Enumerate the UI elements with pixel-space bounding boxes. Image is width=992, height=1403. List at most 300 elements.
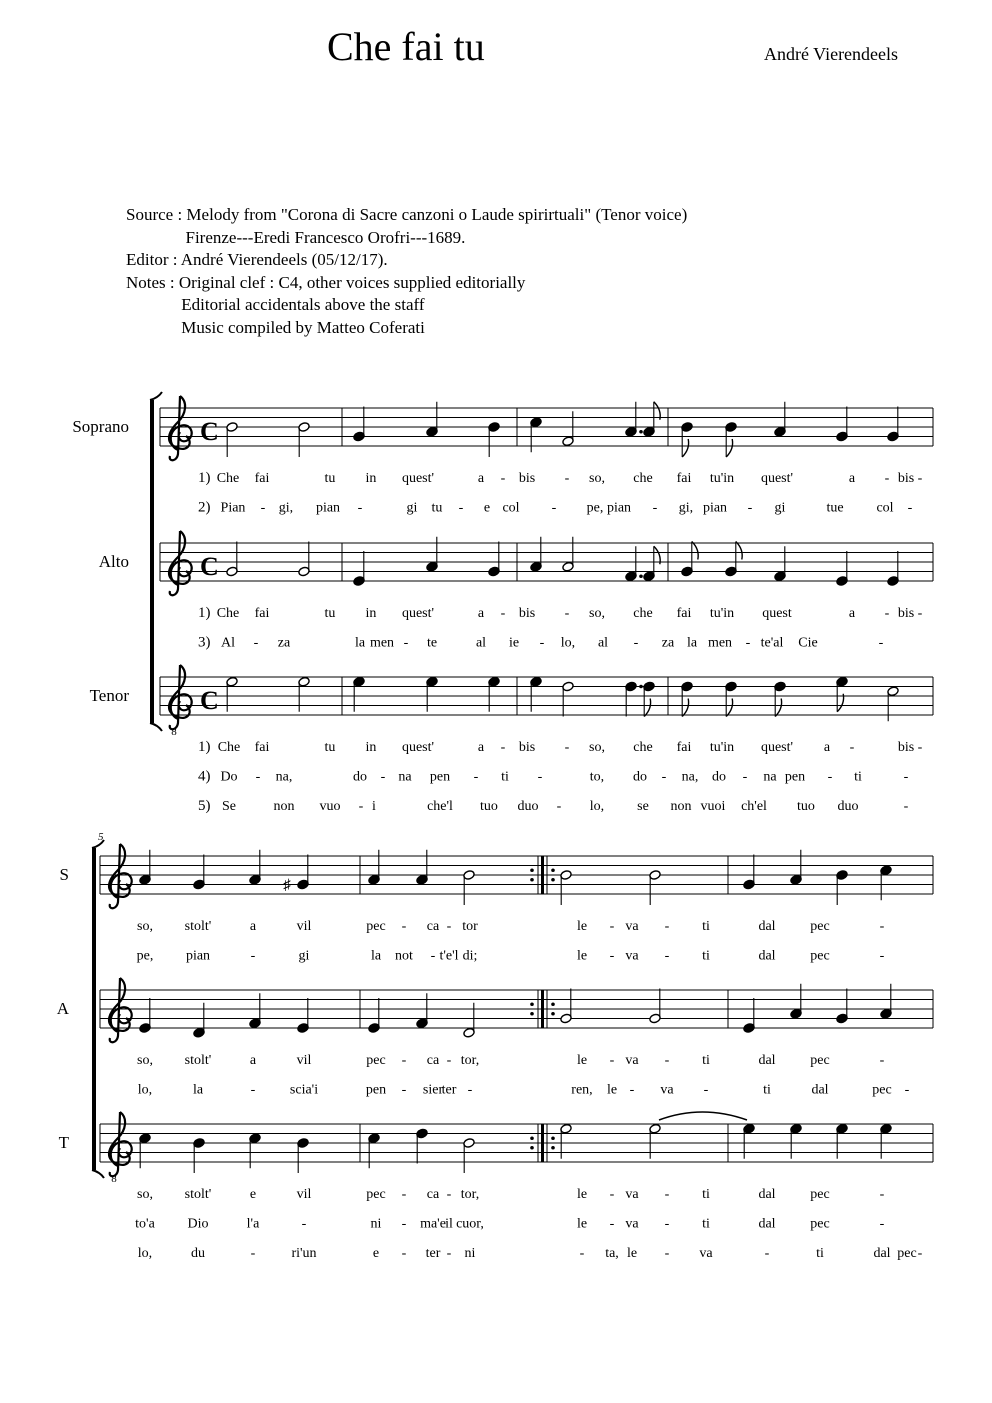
repeat-dot [530,1136,534,1140]
lyric-syllable: tor, [460,1053,480,1068]
lyric-syllable: za [661,635,675,651]
lyric-syllable: bis [518,471,536,486]
lyric-syllable: ti [763,1082,771,1098]
lyric-syllable: non [273,799,295,814]
lyric-syllable: dal [873,1246,891,1261]
lyric-syllable: - [500,606,506,621]
lyric-syllable: - [609,948,615,964]
note-flag [726,699,732,717]
lyric-syllable: du [191,1246,205,1261]
lyric-syllable: - [747,500,753,516]
common-time-icon: C [200,417,219,446]
lyric-syllable: pian [606,500,632,516]
lyric-syllable: a [249,1053,257,1068]
lyric-syllable: gi, [678,500,694,516]
lyric-syllable: - [500,740,506,755]
lyric-syllable: pen [429,769,451,785]
lyric-syllable: tu'in [709,471,735,486]
lyric-syllable: ni [464,1246,476,1261]
lyric-syllable: pec [366,919,386,934]
lyric-syllable: pec [810,1216,830,1232]
lyric-syllable: a [823,740,831,755]
lyric-syllable: ri'un [291,1246,317,1261]
lyric-syllable: vil [296,919,312,934]
lyric-syllable: - [609,1053,615,1068]
repeat-dot [530,868,534,872]
lyric-syllable: la [370,948,382,964]
lyric-syllable: ie [508,635,520,651]
lyric-syllable: tu'in [709,740,735,755]
lyric-syllable: not [395,948,413,964]
treble-clef-icon [109,844,132,908]
lyric-syllable: - [564,471,570,486]
verse-number: 3) [198,634,211,651]
lyric-syllable: so, [137,1053,153,1068]
repeat-dot [530,1012,534,1016]
treble-clef-icon [169,396,192,460]
lyric-syllable: a [477,606,485,621]
lyric-syllable: pec [810,1053,830,1068]
lyric-syllable: - [579,1246,585,1261]
lyric-syllable: - [917,471,923,486]
lyric-syllable: fai [254,606,270,621]
lyric-syllable: gi [298,948,310,964]
common-time-icon: C [200,552,219,581]
verse-number: 1) [198,739,211,755]
treble-clef-icon [169,665,192,729]
lyric-syllable: - [446,1187,452,1202]
bracket-bottom [150,723,162,731]
composer-name: André Vierendeels [764,44,899,64]
lyric-syllable: - [884,471,890,486]
lyric-syllable: e [249,1187,257,1202]
lyric-syllable: bis [518,740,536,755]
lyric-syllable: va [625,919,639,934]
lyric-syllable: - [403,635,409,651]
lyric-syllable: vuo [319,799,341,814]
lyric-syllable: - [879,1053,885,1068]
lyric-syllable: - [556,799,562,814]
lyric-syllable: ti [702,1216,710,1232]
lyric-syllable: la [192,1082,204,1098]
lyric-syllable: dal [758,919,776,934]
lyric-syllable: - [849,740,855,755]
note-flag [644,699,650,717]
lyric-syllable: lo, [589,799,605,814]
lyric-syllable: pian [315,500,341,516]
lyric-syllable: va [625,1187,639,1202]
lyric-syllable: - [401,1053,407,1068]
lyric-syllable: pec [810,1187,830,1202]
notes-line: Music compiled by Matteo Coferati [126,317,425,337]
lyric-syllable: - [884,606,890,621]
lyric-syllable: stolt' [184,1187,212,1202]
lyric-syllable: - [903,799,909,814]
lyric-syllable: - [664,919,670,934]
lyric-syllable: pec [810,948,830,964]
lyric-syllable: - [903,769,909,785]
tie [659,1112,747,1120]
lyric-syllable: so, [589,606,605,621]
lyric-syllable: Se [222,799,236,814]
lyric-syllable: ti [702,919,710,934]
lyric-syllable: - [301,1216,307,1232]
lyric-syllable: - [473,769,479,785]
lyric-syllable: Che [216,471,240,486]
lyric-syllable: pec [897,1246,917,1261]
lyric-syllable: - [446,919,452,934]
lyric-syllable: Dio [187,1216,209,1232]
lyric-syllable: Do [220,769,238,785]
lyric-syllable: in [365,606,377,621]
lyric-syllable: tu'in [709,606,735,621]
lyric-syllable: so, [589,471,605,486]
repeat-dot [551,1146,555,1150]
octave-eight-label: 8 [111,1173,117,1185]
lyric-syllable: stolt' [184,1053,212,1068]
lyric-syllable: le [576,919,588,934]
lyric-syllable: - [764,1246,770,1261]
lyric-syllable: ti [501,769,509,785]
note-dot [639,574,643,578]
repeat-thick-barline [541,990,544,1028]
lyric-syllable: tu [324,471,336,486]
lyric-syllable: - [629,1082,635,1098]
lyric-syllable: tuo [797,799,815,814]
lyric-syllable: ti [854,769,862,785]
lyric-syllable: - [664,1053,670,1068]
lyric-syllable: quest' [760,471,794,486]
lyric-syllable: vil [296,1053,312,1068]
lyric-syllable: le [576,1187,588,1202]
lyric-syllable: - [904,1082,910,1098]
lyric-syllable: - [250,1082,256,1098]
lyric-syllable: cuor, [456,1216,484,1232]
lyric-syllable: tu [324,606,336,621]
lyric-syllable: le [576,1053,588,1068]
lyric-syllable: - [879,1216,885,1232]
lyric-syllable: pec [366,1187,386,1202]
lyric-syllable: duo [517,799,539,814]
lyric-syllable: - [250,1246,256,1261]
lyric-syllable: bis [897,740,915,755]
lyric-syllable: che [633,606,653,621]
lyric-syllable: - [609,1187,615,1202]
lyric-syllable: e [372,1246,380,1261]
verse-number: 1) [198,470,211,486]
lyric-syllable: fai [254,471,270,486]
lyric-syllable: - [879,948,885,964]
lyric-syllable: - [446,1053,452,1068]
lyric-syllable: al [597,635,609,651]
lyric-syllable: - [879,919,885,934]
lyric-syllable: lo, [137,1082,153,1098]
lyric-syllable: tor, [460,1187,480,1202]
sharp-icon: ♯ [283,877,291,894]
lyric-syllable: le [576,948,588,964]
measure-number: 5 [98,831,104,843]
lyric-syllable: le [626,1246,638,1261]
repeat-dot [530,1002,534,1006]
lyric-syllable: - [745,635,751,651]
lyric-syllable: - [917,740,923,755]
lyric-syllable: e [483,500,491,516]
lyric-syllable: na [398,769,412,785]
notes-line: Editor : André Vierendeels (05/12/17). [126,250,388,269]
lyric-syllable: ma'e [420,1216,446,1232]
lyric-syllable: Che [216,606,240,621]
verse-number: 2) [198,499,211,516]
lyric-syllable: ca [426,1187,440,1202]
lyric-syllable: - [827,769,833,785]
lyric-syllable: sier [422,1082,444,1098]
lyric-syllable: ni [370,1216,382,1232]
repeat-dot [551,868,555,872]
lyric-syllable: scia'i [289,1082,319,1098]
lyric-syllable: - [255,769,261,785]
lyric-syllable: tor [462,919,478,934]
lyric-syllable: Cie [798,635,818,651]
lyric-syllable: - [564,606,570,621]
lyric-syllable: pe, [136,948,154,964]
lyric-syllable: to, [589,769,605,785]
staff-name: Alto [98,552,129,571]
lyric-syllable: pen [365,1082,387,1098]
lyric-syllable: dal [758,1216,776,1232]
lyric-syllable: so, [137,919,153,934]
lyric-syllable: - [401,919,407,934]
lyric-syllable: col [502,500,520,516]
note-flag [736,542,742,560]
lyric-syllable: va [699,1246,713,1261]
lyric-syllable: a [848,606,856,621]
lyric-syllable: pec [872,1082,892,1098]
lyric-syllable: - [401,1246,407,1261]
common-time-icon: C [200,686,219,715]
lyric-syllable: fai [676,606,692,621]
lyric-syllable: gi [774,500,786,516]
lyric-syllable: a [848,471,856,486]
lyric-syllable: - [253,635,259,651]
verse-number: 5) [198,798,211,814]
lyric-syllable: ti [702,948,710,964]
lyric-syllable: lo, [560,635,576,651]
lyric-syllable: le [606,1082,618,1098]
lyric-syllable: pen [784,769,806,785]
note-flag [726,439,732,457]
lyric-syllable: quest' [401,471,435,486]
lyric-syllable: to'a [135,1216,155,1232]
lyric-syllable: - [703,1082,709,1098]
lyric-syllable: dal [811,1082,829,1098]
lyric-syllable: - [917,1246,923,1261]
lyric-syllable: ta, [605,1246,619,1261]
lyric-syllable: so, [137,1187,153,1202]
lyric-syllable: - [609,919,615,934]
notes-line: Editorial accidentals above the staff [126,295,425,314]
lyric-syllable: - [664,948,670,964]
lyric-syllable: tue [826,500,844,516]
notes-line: Notes : Original clef : C4, other voices supplied editorially [126,272,526,292]
lyric-syllable: in [365,740,377,755]
lyric-syllable: - [401,1216,407,1232]
lyric-syllable: te [426,635,438,651]
bracket-top [150,392,162,400]
octave-eight-label: 8 [171,726,177,738]
lyric-syllable: di; [462,948,478,964]
lyric-syllable: so, [589,740,605,755]
lyric-syllable: ren, [571,1082,593,1098]
lyric-syllable: pe, [586,500,604,516]
lyric-syllable: in [365,471,377,486]
lyric-syllable: na, [275,769,293,785]
lyric-syllable: men [707,635,733,651]
lyric-syllable: tu [431,500,443,516]
lyric-syllable: - [357,500,363,516]
lyric-syllable: ti [702,1187,710,1202]
repeat-dot [551,1136,555,1140]
lyric-syllable: fai [676,471,692,486]
lyric-syllable: duo [837,799,859,814]
lyric-syllable: - [917,606,923,621]
lyric-syllable: - [664,1187,670,1202]
lyric-syllable: ch'el [741,799,767,814]
lyric-syllable: - [907,500,913,516]
lyric-syllable: lo, [137,1246,153,1261]
lyric-syllable: na [763,769,777,785]
lyric-syllable: va [625,948,639,964]
staff-name: A [56,999,69,1018]
lyric-syllable: - [564,740,570,755]
lyric-syllable: dal [758,1187,776,1202]
lyric-syllable: bis [897,606,915,621]
lyric-syllable: i [372,799,376,814]
repeat-dot [551,1012,555,1016]
lyric-syllable: t'e'l [439,948,459,964]
note-dot [639,430,643,434]
lyric-syllable: la [686,635,698,651]
lyric-syllable: pec [810,919,830,934]
lyric-syllable: dal [758,948,776,964]
lyric-syllable: va [625,1053,639,1068]
lyric-syllable: vil [296,1187,312,1202]
lyric-syllable: - [458,500,464,516]
lyric-syllable: - [878,635,884,651]
lyric-syllable: ter [441,1082,457,1098]
lyric-syllable: do [353,769,367,785]
repeat-dot [530,1146,534,1150]
lyric-syllable: stolt' [184,919,212,934]
lyric-syllable: men [369,635,395,651]
staff-name: Tenor [89,686,129,705]
lyric-syllable: a [477,471,485,486]
lyric-syllable: dal [758,1053,776,1068]
bracket-bottom [92,1170,104,1178]
lyric-syllable: - [446,1246,452,1261]
lyric-syllable: ti [816,1246,824,1261]
system-bracket [92,848,96,1170]
score-title: Che fai tu [327,24,485,69]
lyric-syllable: - [250,948,256,964]
repeat-thick-barline [541,1124,544,1162]
treble-clef-icon [109,1112,132,1176]
lyric-syllable: ca [426,919,440,934]
lyric-syllable: fai [676,740,692,755]
lyric-syllable: che [633,471,653,486]
note-dot [639,685,643,689]
lyric-syllable: - [879,1187,885,1202]
lyric-syllable: bis [518,606,536,621]
lyric-syllable: gi, [278,500,294,516]
lyric-syllable: ti [702,1053,710,1068]
lyric-syllable: ter [425,1246,441,1261]
notes-line: Firenze---Eredi Francesco Orofri---1689. [126,227,466,247]
lyric-syllable: - [652,500,658,516]
note-flag [682,699,688,717]
treble-clef-icon [109,978,132,1042]
system-bracket [150,400,154,723]
lyric-syllable: tu [324,740,336,755]
lyric-syllable: fai [254,740,270,755]
lyric-syllable: pian [702,500,728,516]
lyric-syllable: pian [185,948,211,964]
lyric-syllable: do [712,769,726,785]
lyric-syllable: - [742,769,748,785]
lyric-syllable: quest' [401,606,435,621]
lyric-syllable: - [633,635,639,651]
verse-number: 4) [198,768,211,785]
lyric-syllable: la [354,635,366,651]
lyric-syllable: l'a [246,1216,260,1232]
lyric-syllable: - [467,1082,473,1098]
note-flag [692,542,698,560]
lyric-syllable: gi [406,500,418,516]
lyric-syllable: Al [221,635,235,651]
lyric-syllable: - [500,471,506,486]
repeat-dot [530,878,534,882]
lyric-syllable: che'l [427,799,453,814]
staff-name: S [59,865,69,884]
lyric-syllable: do [633,769,647,785]
repeat-thick-barline [541,856,544,894]
lyric-syllable: - [537,769,543,785]
repeat-dot [551,1002,555,1006]
lyric-syllable: a [249,919,257,934]
lyric-syllable: Pian [220,500,246,516]
note-flag [775,699,781,717]
lyric-syllable: quest' [401,740,435,755]
lyric-syllable: za [277,635,291,651]
treble-clef-icon [169,531,192,595]
lyric-syllable: te'al [760,635,784,651]
lyric-syllable: - [609,1216,615,1232]
lyric-syllable: pec [366,1053,386,1068]
lyric-syllable: il [445,1216,453,1232]
staff-name: Soprano [72,417,129,436]
lyric-syllable: Che [217,740,241,755]
lyric-syllable: a [477,740,485,755]
lyric-syllable: vuoi [700,799,726,814]
lyric-syllable: va [625,1216,639,1232]
lyric-syllable: che [633,740,653,755]
lyric-syllable: va [660,1082,674,1098]
lyric-syllable: - [430,948,436,964]
lyric-syllable: - [358,799,364,814]
note-flag [682,439,688,457]
lyric-syllable: quest' [760,740,794,755]
lyric-syllable: - [401,1082,407,1098]
lyric-syllable: - [380,769,386,785]
